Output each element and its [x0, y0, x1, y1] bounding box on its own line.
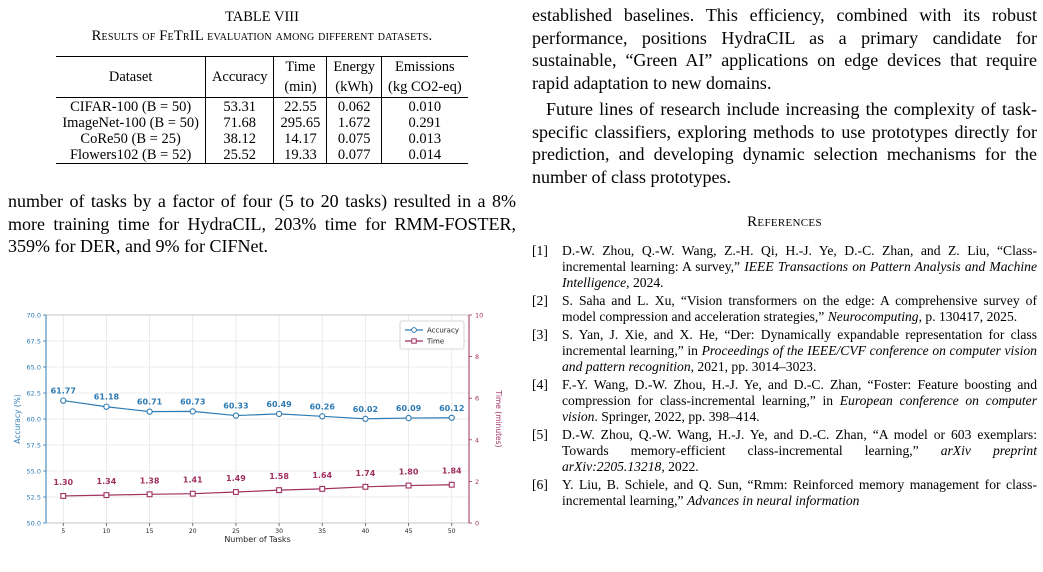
- y-right-tick-label: 6: [475, 394, 480, 403]
- accuracy-point: [406, 415, 411, 420]
- time-point: [234, 490, 239, 495]
- reference-details: , 2024.: [626, 275, 664, 290]
- x-tick-label: 20: [188, 528, 197, 535]
- reference-item: [532, 477, 1037, 509]
- x-tick-label: 45: [404, 528, 413, 535]
- table-row: [56, 147, 467, 164]
- chart: [8, 307, 503, 549]
- cell-accuracy: 53.31: [205, 98, 274, 116]
- header-accuracy: Accuracy: [205, 57, 274, 98]
- cell-accuracy: 71.68: [205, 115, 274, 131]
- reference-number: [1]: [532, 243, 548, 258]
- accuracy-point: [276, 411, 281, 416]
- accuracy-point: [190, 409, 195, 414]
- time-data-label: 1.34: [96, 477, 117, 487]
- header-energy: Energy: [327, 57, 382, 78]
- cell-emissions: 0.291: [381, 115, 467, 131]
- y-left-tick-label: 70.0: [26, 311, 41, 320]
- time-point: [190, 491, 195, 496]
- time-data-label: 1.80: [398, 467, 419, 477]
- accuracy-point: [147, 409, 152, 414]
- time-data-label: 1.84: [441, 466, 462, 476]
- cell-time: 19.33: [274, 147, 327, 164]
- time-point: [147, 492, 152, 497]
- legend-accuracy-marker: [412, 328, 417, 333]
- cell-dataset: CoRe50 (B = 25): [80, 131, 181, 147]
- y-right-tick-label: 2: [475, 477, 480, 486]
- time-point: [406, 483, 411, 488]
- time-data-label: 1.41: [182, 475, 203, 485]
- cell-time: 14.17: [274, 131, 327, 147]
- reference-number: [6]: [532, 477, 548, 492]
- reference-venue: IEEE Transactions on Pattern Analysis and Machine Intelligence: [562, 259, 1037, 290]
- table-caption: [8, 8, 516, 46]
- reference-venue: arXiv preprint arXiv:2205.13218: [562, 443, 1037, 474]
- time-point: [320, 486, 325, 491]
- reference-text: [562, 377, 1037, 425]
- reference-venue: European conference on computer vision: [562, 393, 1038, 424]
- y-right-tick-label: 0: [475, 519, 480, 528]
- x-tick-label: 25: [232, 528, 240, 535]
- reference-authors-title: Y. Liu, B. Schiele, and Q. Sun, “Rmm: Reinforced memory management for class-incremental learning,”: [562, 477, 1037, 508]
- cell-time: 22.55: [274, 98, 327, 116]
- reference-number: [4]: [532, 377, 548, 392]
- cell-accuracy: 38.12: [205, 131, 274, 147]
- time-data-label: 1.58: [269, 472, 289, 482]
- accuracy-data-label: 60.71: [136, 397, 163, 407]
- header-time: Time: [274, 57, 327, 78]
- header-emissions: Emissions: [381, 57, 467, 78]
- x-tick-label: 15: [145, 528, 154, 535]
- cell-emissions: 0.013: [381, 131, 467, 147]
- x-tick-label: 35: [318, 528, 327, 535]
- y-left-tick-label: 52.5: [26, 493, 41, 502]
- time-data-label: 1.30: [53, 477, 74, 487]
- time-point: [61, 494, 66, 499]
- header-time-unit: (min): [274, 77, 327, 98]
- chart-svg: [8, 307, 503, 549]
- left-column: [8, 0, 516, 258]
- accuracy-point: [449, 415, 454, 420]
- y-left-tick-label: 50.0: [26, 519, 41, 528]
- accuracy-data-label: 60.12: [439, 403, 465, 413]
- reference-details: , 2021, pp. 3014–3023.: [690, 359, 817, 374]
- header-energy-unit: (kWh): [327, 77, 382, 98]
- reference-item: [532, 427, 1037, 475]
- y-left-tick-label: 65.0: [26, 363, 41, 372]
- accuracy-data-label: 60.09: [395, 404, 422, 414]
- accuracy-point: [233, 413, 238, 418]
- right-paragraph-2: Future lines of research include increasing the complexity of task-specific classifiers, exploring methods to use prototypes directly for prediction, and developing dynamic selection mechanisms for the number of class prototypes.: [532, 99, 1037, 187]
- reference-details: , 2022.: [661, 459, 699, 474]
- x-axis-label: Number of Tasks: [224, 535, 291, 544]
- reference-details: , p. 130417, 2025.: [918, 309, 1018, 324]
- x-tick-label: 5: [61, 528, 66, 535]
- reference-details: . Springer, 2022, pp. 398–414.: [594, 409, 760, 424]
- cell-dataset: CIFAR-100 (B = 50): [70, 99, 192, 115]
- reference-item: [532, 327, 1037, 375]
- time-data-label: 1.38: [139, 476, 160, 486]
- time-point: [363, 484, 368, 489]
- y-left-tick-label: 57.5: [26, 441, 41, 450]
- cell-energy: 0.062: [327, 98, 382, 116]
- cell-energy: 1.672: [327, 115, 382, 131]
- cell-emissions: 0.014: [381, 147, 467, 164]
- reference-authors-title: D.-W. Zhou, Q.-W. Wang, Z.-H. Qi, H.-J. Ye, D.-C. Zhan, and Z. Liu, “Class-incremental learning: A survey,”: [562, 243, 1037, 274]
- y-right-tick-label: 8: [475, 353, 480, 362]
- time-point: [449, 482, 454, 487]
- reference-authors-title: F.-Y. Wang, D.-W. Zhou, H.-J. Ye, and D.-C. Zhan, “Foster: Feature boosting and compression for class-incremental learning,” in: [562, 377, 1037, 408]
- accuracy-point: [104, 404, 109, 409]
- legend-time-marker: [412, 339, 416, 343]
- reference-authors-title: D.-W. Zhou, Q.-W. Wang, H.-J. Ye, and D.-C. Zhan, “A model or 603 exemplars: Towards memory-efficient class-incremental learning,”: [562, 427, 1037, 458]
- cell-time: 295.65: [274, 115, 327, 131]
- x-tick-label: 50: [447, 528, 456, 535]
- references-list: [532, 243, 1037, 509]
- reference-text: [562, 327, 1037, 375]
- y-left-tick-label: 55.0: [26, 467, 41, 476]
- reference-venue: Proceedings of the IEEE/CVF conference on computer vision and pattern recognition: [562, 343, 1037, 374]
- cell-energy: 0.077: [327, 147, 382, 164]
- time-data-label: 1.49: [226, 474, 246, 484]
- cell-dataset: Flowers102 (B = 52): [56, 147, 205, 164]
- legend-time-label: Time: [427, 337, 445, 346]
- right-column: [532, 0, 1037, 511]
- reference-venue: Advances in neural information: [686, 493, 860, 508]
- results-table: [56, 56, 467, 164]
- y-left-tick-label: 62.5: [26, 389, 41, 398]
- y-right-tick-label: 4: [475, 436, 480, 445]
- y-left-tick-label: 67.5: [26, 337, 41, 346]
- reference-number: [2]: [532, 293, 548, 308]
- accuracy-point: [363, 416, 368, 421]
- table-row: [56, 131, 467, 147]
- x-tick-label: 40: [361, 528, 370, 535]
- x-tick-label: 30: [275, 528, 283, 535]
- table-caption-subtitle: Results of FeTrIL evaluation among different datasets.: [91, 28, 433, 44]
- table-caption-title: TABLE VIII: [225, 9, 299, 25]
- time-line: [63, 485, 451, 496]
- reference-text: [562, 477, 1037, 509]
- cell-dataset: ImageNet-100 (B = 50): [62, 115, 199, 131]
- table-row: [56, 115, 467, 131]
- left-paragraph: number of tasks by a factor of four (5 to 20 tasks) resulted in a 8% more training time for HydraCIL, 203% time for RMM-FOSTER, 359% for DER, and 9% for CIFNet.: [8, 191, 516, 256]
- reference-venue: Neurocomputing: [827, 309, 919, 324]
- reference-item: [532, 377, 1037, 425]
- table-row: [56, 98, 467, 116]
- accuracy-line: [63, 401, 451, 419]
- reference-authors-title: S. Saha and L. Xu, “Vision transformers on the edge: A comprehensive survey of model compression and acceleration strategies,”: [562, 293, 1037, 324]
- reference-item: [532, 293, 1037, 325]
- references-title: References: [747, 214, 822, 230]
- time-data-label: 1.64: [312, 470, 333, 480]
- reference-text: [562, 243, 1037, 291]
- header-dataset: Dataset: [56, 57, 205, 98]
- accuracy-data-label: 60.33: [223, 401, 249, 411]
- reference-text: [562, 427, 1037, 475]
- accuracy-point: [320, 414, 325, 419]
- accuracy-point: [61, 398, 66, 403]
- reference-authors-title: S. Yan, J. Xie, and X. He, “Der: Dynamically expandable representation for class incremental learning,” in: [562, 327, 1037, 358]
- header-emissions-unit: (kg CO2-eq): [381, 77, 467, 98]
- x-tick-label: 10: [102, 528, 111, 535]
- accuracy-data-label: 60.73: [180, 397, 206, 407]
- accuracy-data-label: 60.49: [266, 399, 292, 409]
- reference-number: [3]: [532, 327, 548, 342]
- cell-emissions: 0.010: [381, 98, 467, 116]
- y-left-tick-label: 60.0: [26, 415, 41, 424]
- y-right-axis-label: Time (minutes): [494, 390, 503, 448]
- cell-accuracy: 25.52: [205, 147, 274, 164]
- time-data-label: 1.74: [355, 468, 376, 478]
- table-body: [56, 98, 467, 164]
- right-paragraph-1: established baselines. This efficiency, combined with its robust performance, positions HydraCIL as a primary candidate for sustainable, “Green AI” applications on edge devices that require rapid adaptation to new domains.: [532, 5, 1037, 93]
- y-right-tick-label: 10: [475, 311, 484, 320]
- accuracy-data-label: 61.77: [50, 386, 76, 396]
- time-point: [277, 488, 282, 493]
- reference-item: [532, 243, 1037, 291]
- y-left-axis-label: Accuracy (%): [13, 394, 22, 444]
- reference-number: [5]: [532, 427, 548, 442]
- reference-text: [562, 293, 1037, 325]
- accuracy-data-label: 60.26: [309, 402, 335, 412]
- time-point: [104, 493, 109, 498]
- accuracy-data-label: 60.02: [352, 404, 379, 414]
- legend-accuracy-label: Accuracy: [427, 326, 459, 335]
- cell-energy: 0.075: [327, 131, 382, 147]
- accuracy-data-label: 61.18: [93, 392, 120, 402]
